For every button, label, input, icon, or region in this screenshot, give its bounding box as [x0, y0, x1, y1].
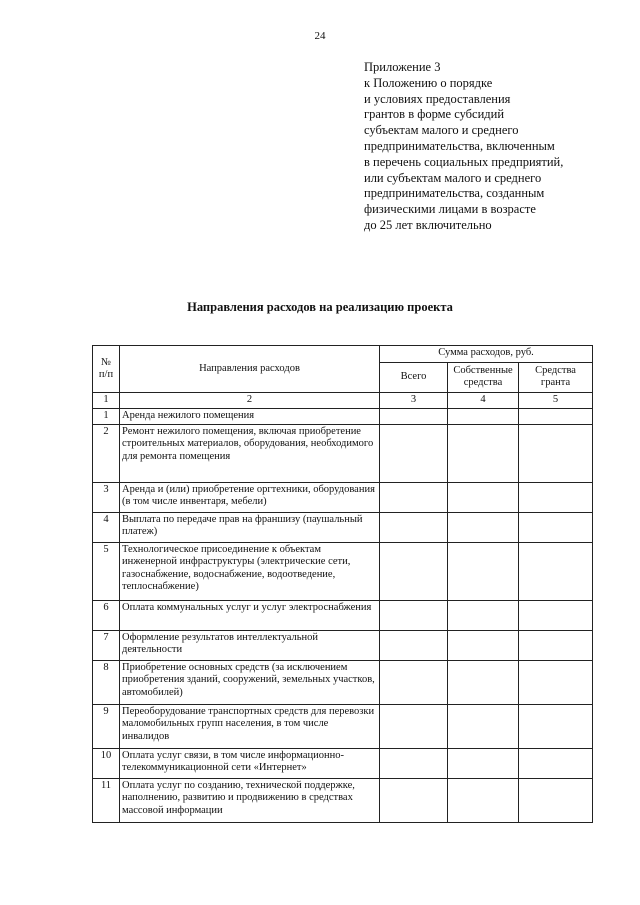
cell-grant	[519, 512, 593, 542]
table-row	[93, 704, 593, 748]
table-row	[93, 748, 593, 778]
row-direction: Оплата услуг по созданию, технической поддержке, наполнению, развитию и продвижению в средствах массовой информации	[120, 778, 380, 822]
row-direction: Аренда и (или) приобретение оргтехники, оборудования (в том числе инвентаря, мебели)	[120, 482, 380, 512]
cell-own	[448, 542, 519, 600]
row-number: 4	[93, 512, 120, 542]
page-number: 24	[314, 30, 326, 42]
column-number: 1	[93, 393, 120, 409]
cell-grant	[519, 778, 593, 822]
row-direction: Оплата коммунальных услуг и услуг электроснабжения	[120, 600, 380, 630]
table-row	[93, 482, 593, 512]
appendix-line: субъектам малого и среднего	[364, 123, 519, 138]
cell-own	[448, 630, 519, 660]
cell-own	[448, 600, 519, 630]
cell-total	[380, 408, 448, 424]
row-number: 3	[93, 482, 120, 512]
cell-grant	[519, 482, 593, 512]
cell-grant	[519, 408, 593, 424]
row-number: 9	[93, 704, 120, 748]
cell-grant	[519, 424, 593, 482]
appendix-line: или субъектам малого и среднего	[364, 170, 542, 185]
cell-own	[448, 408, 519, 424]
expenses-table	[92, 345, 593, 823]
table-row	[93, 408, 593, 424]
row-number: 11	[93, 778, 120, 822]
cell-own	[448, 778, 519, 822]
cell-total	[380, 778, 448, 822]
table-row	[93, 660, 593, 704]
table-row	[93, 542, 593, 600]
column-number: 3	[380, 393, 448, 409]
row-number: 2	[93, 424, 120, 482]
header-sum-group: Сумма расходов, руб.	[380, 346, 593, 363]
header-grant-funds: Средства гранта	[519, 362, 593, 392]
cell-grant	[519, 704, 593, 748]
row-direction: Оплата услуг связи, в том числе информационно-телекоммуникационной сети «Интернет»	[120, 748, 380, 778]
column-number: 4	[448, 393, 519, 409]
appendix-line: Приложение 3	[364, 60, 441, 74]
row-direction: Оформление результатов интеллектуальной деятельности	[120, 630, 380, 660]
appendix-line: и условиях предоставления	[364, 91, 511, 106]
cell-grant	[519, 660, 593, 704]
cell-grant	[519, 748, 593, 778]
cell-own	[448, 512, 519, 542]
cell-own	[448, 482, 519, 512]
row-number: 6	[93, 600, 120, 630]
row-direction: Технологическое присоединение к объектам инженерной инфраструктуры (электрические сети, газоснабжение, водоснабжение, водоотведение, теплоснабжение)	[120, 542, 380, 600]
table-row	[93, 600, 593, 630]
header-total: Всего	[380, 362, 448, 392]
row-direction: Переоборудование транспортных средств для перевозки маломобильных групп населения, в том числе инвалидов	[120, 704, 380, 748]
cell-total	[380, 630, 448, 660]
cell-total	[380, 600, 448, 630]
row-direction: Приобретение основных средств (за исключением приобретения зданий, сооружений, земельных участков, автомобилей)	[120, 660, 380, 704]
column-number: 5	[519, 393, 593, 409]
row-direction: Ремонт нежилого помещения, включая приобретение строительных материалов, оборудования, необходимого для ремонта помещения	[120, 424, 380, 482]
cell-total	[380, 542, 448, 600]
table-row	[93, 512, 593, 542]
appendix-line: предпринимательства, созданным	[364, 186, 545, 201]
appendix-line: в перечень социальных предприятий,	[364, 154, 564, 169]
appendix-line: до 25 лет включительно	[364, 217, 492, 232]
header-own-funds: Собственные средства	[448, 362, 519, 392]
cell-grant	[519, 600, 593, 630]
cell-total	[380, 660, 448, 704]
table-row	[93, 424, 593, 482]
cell-total	[380, 748, 448, 778]
row-number: 5	[93, 542, 120, 600]
cell-total	[380, 482, 448, 512]
appendix-line: физическими лицами в возрасте	[364, 202, 536, 217]
cell-total	[380, 704, 448, 748]
row-direction: Аренда нежилого помещения	[120, 408, 380, 424]
row-number: 1	[93, 408, 120, 424]
row-direction: Выплата по передаче прав на франшизу (паушальный платеж)	[120, 512, 380, 542]
appendix-line: предпринимательства, включенным	[364, 138, 555, 153]
row-number: 10	[93, 748, 120, 778]
page-title: Направления расходов на реализацию проекта	[187, 300, 453, 314]
cell-own	[448, 660, 519, 704]
header-num: № п/п	[93, 346, 120, 393]
cell-grant	[519, 630, 593, 660]
cell-own	[448, 748, 519, 778]
cell-grant	[519, 542, 593, 600]
cell-own	[448, 424, 519, 482]
appendix-line: грантов в форме субсидий	[364, 107, 505, 122]
cell-own	[448, 704, 519, 748]
table-row	[93, 778, 593, 822]
cell-total	[380, 424, 448, 482]
cell-total	[380, 512, 448, 542]
row-number: 7	[93, 630, 120, 660]
row-number: 8	[93, 660, 120, 704]
column-number: 2	[120, 393, 380, 409]
table-row	[93, 630, 593, 660]
appendix-line: к Положению о порядке	[364, 75, 493, 90]
appendix-block	[364, 60, 624, 234]
header-direction: Направления расходов	[120, 346, 380, 393]
